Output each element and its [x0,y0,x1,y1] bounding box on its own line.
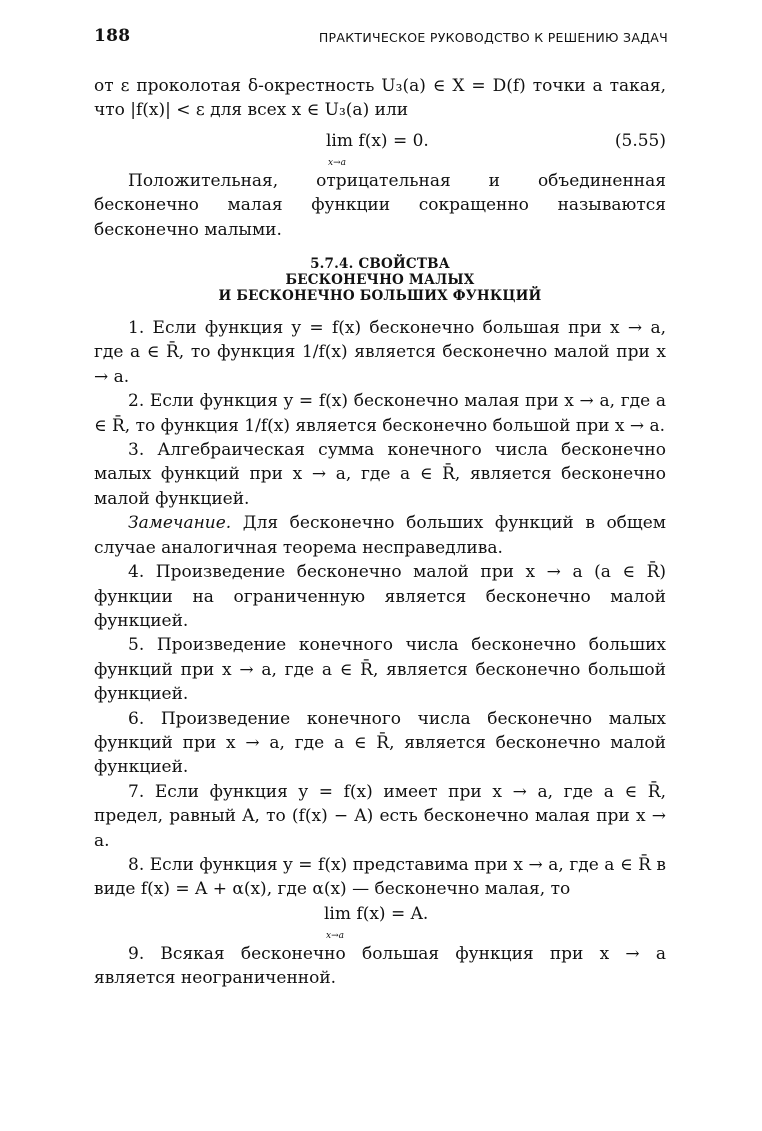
property-7: 7. Если функция y = f(x) имеет при x → a, где a ∈ R̄, предел, равный A, то (f(x) − A) есть бесконечно малая при x → a. [94,781,666,851]
property-8: 8. Если функция y = f(x) представима при x → a, где a ∈ R̄ в виде f(x) = A + α(x), где α(x) — бесконечно малая, то [94,854,666,900]
page-header [94,26,666,50]
page-body [94,74,666,991]
property-6: 6. Произведение конечного числа бесконечно малых функций при x → a, где a ∈ R̄, является бесконечно малой функцией. [94,708,666,778]
section-heading-line: 5.7.4. СВОЙСТВА [310,256,450,273]
section-heading-line: БЕСКОНЕЧНО МАЛЫХ [285,272,475,289]
formula-5-55 [94,125,666,168]
property-3: 3. Алгебраическая сумма конечного числа бесконечно малых функций при x → a, где a ∈ R̄, является бесконечно малой функцией. [94,440,666,509]
property-4: 4. Произведение бесконечно малой при x → a (a ∈ R̄) функции на ограниченную является бесконечно малой функцией. [94,562,666,631]
equation-number: (5.55) [614,130,666,151]
intro-paragraph: от ε проколотая δ-окрестность U₃(a) ∈ X = D(f) точки a такая, что |f(x)| < ε для всех x ∈ U₃(a) или [94,76,666,121]
page-number: 188 [94,26,131,46]
formula-limit-subscript: x→a [328,157,346,168]
formula-expression: lim f(x) = A. [324,903,429,924]
formula-expression: lim f(x) = 0. [326,130,429,151]
property-2: 2. Если функция y = f(x) бесконечно малая при x → a, где a ∈ R̄, то функция 1/f(x) является бесконечно большой при x → a. [94,391,666,436]
section-heading-line: И БЕСКОНЕЧНО БОЛЬШИХ ФУНКЦИЙ [218,288,542,305]
property-9: 9. Всякая бесконечно большая функция при x → a является неограниченной. [94,943,666,989]
remark-text: Для бесконечно больших функций в общем случае аналогичная теорема несправедлива. [94,513,666,558]
definition-paragraph: Положительная, отрицательная и объединенная бесконечно малая функции сокращенно называются бесконечно малыми. [94,170,666,240]
formula-limit-a [94,903,666,941]
property-1: 1. Если функция y = f(x) бесконечно большая при x → a, где a ∈ R̄, то функция 1/f(x) является бесконечно малой при x → a. [94,318,666,387]
formula-limit-subscript: x→a [326,930,344,941]
running-title: ПРАКТИЧЕСКОЕ РУКОВОДСТВО К РЕШЕНИЮ ЗАДАЧ [318,30,668,45]
section-heading [94,256,666,304]
remark-label: Замечание. [128,513,232,534]
remark [94,511,666,560]
property-5: 5. Произведение конечного числа бесконечно больших функций при x → a, где a ∈ R̄, является бесконечно большой функцией. [94,635,666,705]
